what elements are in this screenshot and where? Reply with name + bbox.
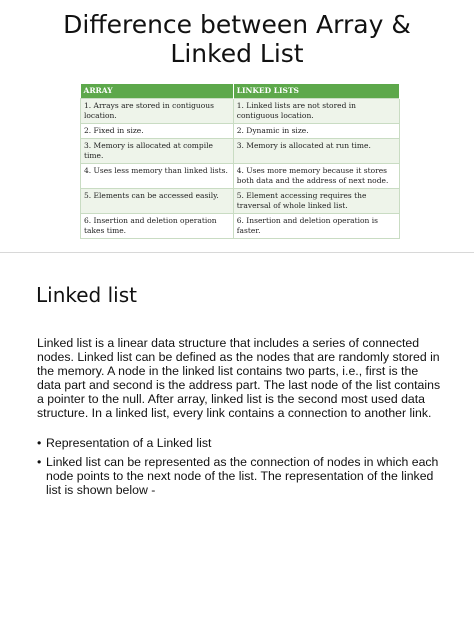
table-header-row	[81, 84, 400, 99]
linked-list-cell: 3. Memory is allocated at run time.	[233, 139, 399, 164]
bullet-item	[37, 455, 447, 497]
comparison-table	[80, 84, 400, 239]
linked-list-cell: 1. Linked lists are not stored in contiguous location.	[233, 99, 399, 124]
bullet-icon: •	[37, 455, 42, 469]
header-linked-lists: LINKED LISTS	[233, 84, 399, 99]
array-cell: 2. Fixed in size.	[81, 124, 234, 139]
table-row	[81, 164, 400, 189]
title-line-1: Difference between Array &	[63, 10, 411, 39]
slide-title-array-vs-linked-list	[0, 10, 474, 68]
table-row	[81, 189, 400, 214]
table-row	[81, 214, 400, 239]
array-cell: 6. Insertion and deletion operation takes time.	[81, 214, 234, 239]
slide-title-linked-list: Linked list	[36, 283, 137, 307]
linked-list-cell: 4. Uses more memory because it stores both data and the address of next node.	[233, 164, 399, 189]
table-row	[81, 124, 400, 139]
title-line-2: Linked List	[170, 39, 304, 68]
table-row	[81, 99, 400, 124]
array-cell: 1. Arrays are stored in contiguous location.	[81, 99, 234, 124]
bullet-text: Representation of a Linked list	[46, 436, 212, 450]
bullet-icon: •	[37, 436, 42, 450]
linked-list-description: Linked list is a linear data structure that includes a series of connected nodes. Linked list can be defined as the nodes that are randomly stored in the memory. A node in the linked list contains two parts, i.e., first is the data part and second is the address part. The last node of the list contains a pointer to the null. After array, linked list is the second most used data structure. In a linked list, every link contains a connection to another link.	[37, 336, 441, 420]
linked-list-cell: 6. Insertion and deletion operation is faster.	[233, 214, 399, 239]
bullet-text: Linked list can be represented as the connection of nodes in which each node points to the next node of the list. The representation of the linked list is shown below -	[46, 455, 439, 497]
array-cell: 3. Memory is allocated at compile time.	[81, 139, 234, 164]
bullet-list	[37, 436, 447, 502]
slide-divider	[0, 252, 474, 253]
linked-list-cell: 5. Element accessing requires the traversal of whole linked list.	[233, 189, 399, 214]
bullet-item	[37, 436, 447, 450]
array-cell: 4. Uses less memory than linked lists.	[81, 164, 234, 189]
table-row	[81, 139, 400, 164]
header-array: ARRAY	[81, 84, 234, 99]
array-cell: 5. Elements can be accessed easily.	[81, 189, 234, 214]
linked-list-cell: 2. Dynamic in size.	[233, 124, 399, 139]
